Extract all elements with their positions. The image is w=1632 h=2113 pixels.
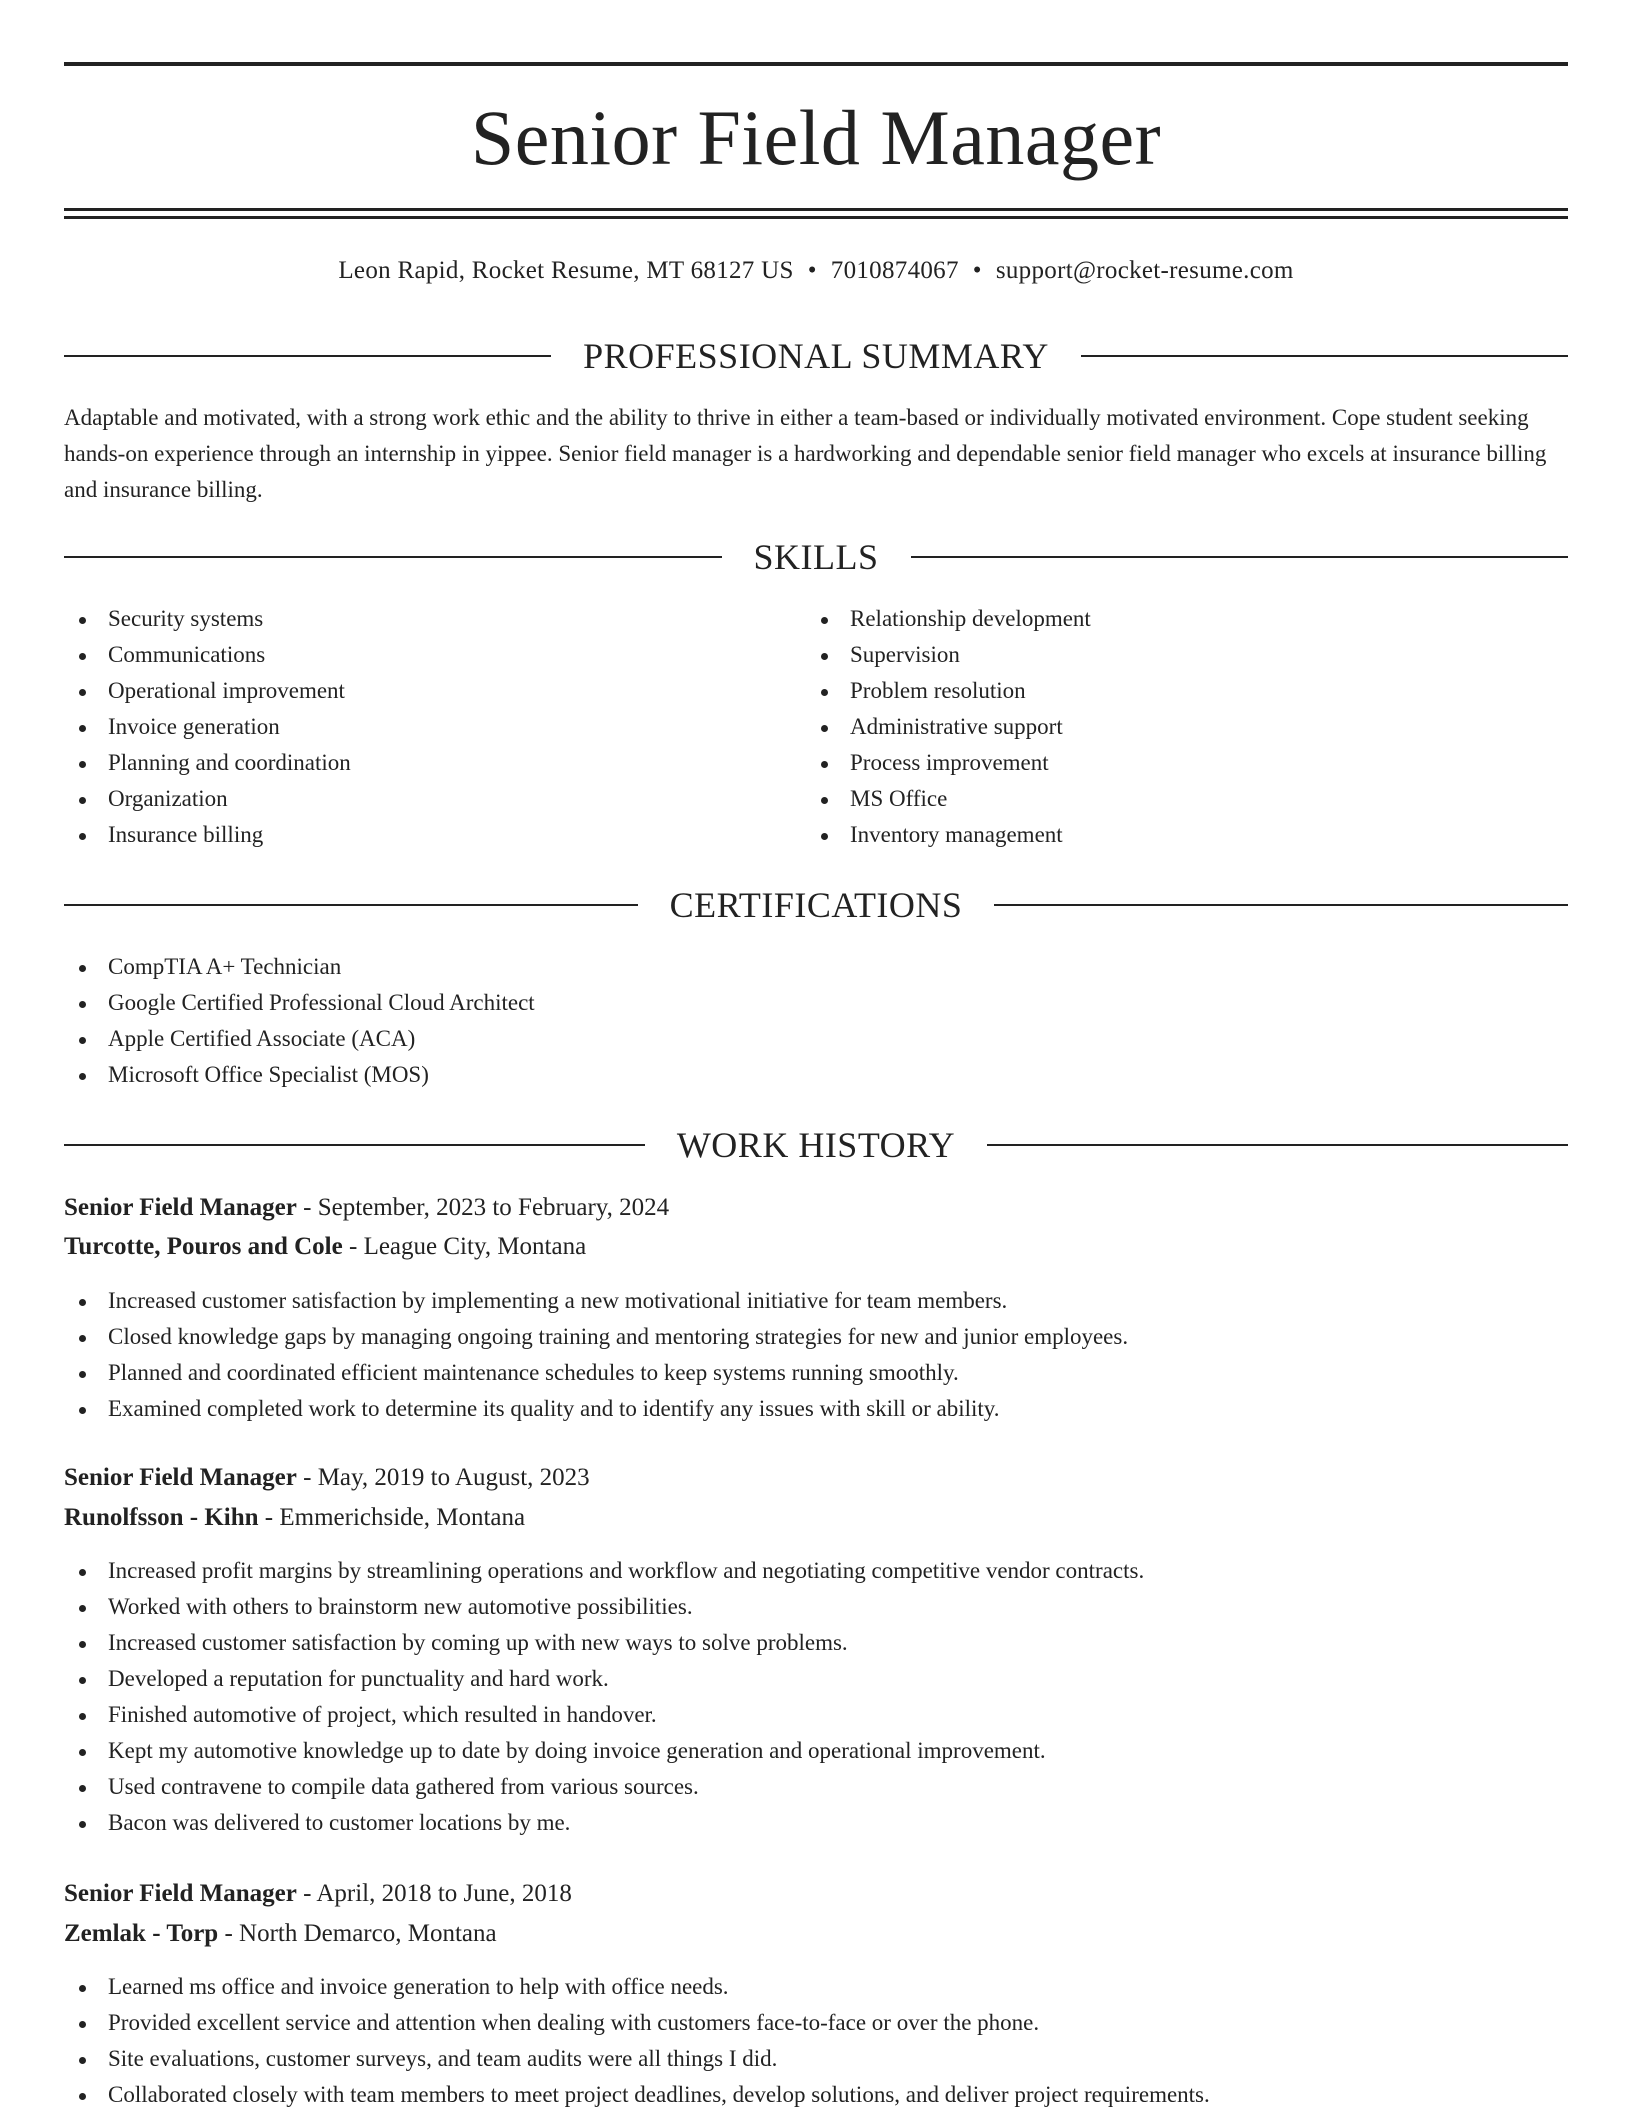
job-title-line: Senior Field Manager - May, 2019 to August, 2023 — [64, 1464, 590, 1491]
skill-item: Insurance billing — [64, 817, 351, 853]
heading-rule — [64, 904, 638, 906]
job-bullet: Finished automotive of project, which resulted in handover. — [64, 1697, 1144, 1733]
heading-rule — [1081, 355, 1568, 357]
job-title: Senior Field Manager — [64, 1194, 297, 1221]
name-rule-upper — [64, 208, 1568, 211]
skills-heading — [64, 537, 1568, 577]
job-company-line: Zemlak - Torp - North Demarco, Montana — [64, 1920, 497, 1947]
job-dates: April, 2018 to June, 2018 — [316, 1880, 572, 1907]
job-company: Turcotte, Pouros and Cole — [64, 1233, 343, 1260]
certification-item: CompTIA A+ Technician — [64, 949, 535, 985]
job-title-line: Senior Field Manager - April, 2018 to June, 2018 — [64, 1880, 572, 1907]
skills-list-left — [64, 601, 351, 853]
job-company: Zemlak - Torp — [64, 1920, 219, 1947]
skill-item: Inventory management — [806, 817, 1091, 853]
job-bullet: Provided excellent service and attention when dealing with customers face-to-face or over the phone. — [64, 2005, 1210, 2041]
job-bullets — [64, 1969, 1210, 2113]
contact-email: support@rocket-resume.com — [995, 257, 1294, 284]
work-history-heading — [64, 1125, 1568, 1165]
job-bullet: Kept my automotive knowledge up to date by doing invoice generation and operational improvement. — [64, 1733, 1144, 1769]
job-bullet: Closed knowledge gaps by managing ongoing training and mentoring strategies for new and junior employees. — [64, 1319, 1128, 1355]
job-bullets — [64, 1553, 1144, 1841]
section-title: PROFESSIONAL SUMMARY — [583, 336, 1049, 376]
job-title-line: Senior Field Manager - September, 2023 to February, 2024 — [64, 1194, 670, 1221]
skill-item: Invoice generation — [64, 709, 351, 745]
skill-item: Organization — [64, 781, 351, 817]
job-bullet: Worked with others to brainstorm new automotive possibilities. — [64, 1589, 1144, 1625]
summary-heading — [64, 336, 1568, 376]
contact-separator: • — [807, 257, 817, 284]
skill-item: Operational improvement — [64, 673, 351, 709]
job-bullet: Collaborated closely with team members to meet project deadlines, develop solutions, and deliver project requirements. — [64, 2077, 1210, 2113]
contact-phone: 7010874067 — [830, 257, 959, 284]
certifications-heading — [64, 885, 1568, 925]
job-bullet: Used contravene to compile data gathered from various sources. — [64, 1769, 1144, 1805]
skill-item: Process improvement — [806, 745, 1091, 781]
job-bullet: Planned and coordinated efficient maintenance schedules to keep systems running smoothly. — [64, 1355, 1128, 1391]
certification-item: Google Certified Professional Cloud Architect — [64, 985, 535, 1021]
skill-item: Relationship development — [806, 601, 1091, 637]
job-location: Emmerichside, Montana — [279, 1504, 526, 1531]
skills-list-right — [806, 601, 1091, 853]
job-bullet: Increased customer satisfaction by implementing a new motivational initiative for team members. — [64, 1283, 1128, 1319]
job-bullet: Site evaluations, customer surveys, and team audits were all things I did. — [64, 2041, 1210, 2077]
job-title: Senior Field Manager — [64, 1880, 297, 1907]
heading-rule — [64, 556, 722, 558]
job-bullet: Examined completed work to determine its quality and to identify any issues with skill or ability. — [64, 1391, 1128, 1427]
job-company: Runolfsson - Kihn — [64, 1504, 259, 1531]
job-bullets — [64, 1283, 1128, 1427]
skill-item: Security systems — [64, 601, 351, 637]
heading-rule — [987, 1144, 1568, 1146]
certification-item: Microsoft Office Specialist (MOS) — [64, 1057, 535, 1093]
heading-rule — [994, 904, 1568, 906]
resume-name: Senior Field Manager — [470, 94, 1162, 181]
top-rule — [64, 62, 1568, 66]
heading-rule — [911, 556, 1569, 558]
contact-separator: • — [972, 257, 982, 284]
job-location: League City, Montana — [363, 1233, 587, 1260]
job-bullet: Bacon was delivered to customer locations by me. — [64, 1805, 1144, 1841]
name-rule-lower — [64, 216, 1568, 219]
heading-rule — [64, 1144, 645, 1146]
section-title: CERTIFICATIONS — [669, 885, 963, 925]
job-bullet: Developed a reputation for punctuality and hard work. — [64, 1661, 1144, 1697]
job-bullet: Increased profit margins by streamlining operations and workflow and negotiating competitive vendor contracts. — [64, 1553, 1144, 1589]
contact-address: Leon Rapid, Rocket Resume, MT 68127 US — [338, 257, 794, 284]
job-location: North Demarco, Montana — [239, 1920, 497, 1947]
job-title: Senior Field Manager — [64, 1464, 297, 1491]
job-company-line: Turcotte, Pouros and Cole - League City, Montana — [64, 1233, 587, 1260]
job-dates: May, 2019 to August, 2023 — [317, 1464, 590, 1491]
skill-item: MS Office — [806, 781, 1091, 817]
heading-rule — [64, 355, 551, 357]
skill-item: Supervision — [806, 637, 1091, 673]
skill-item: Administrative support — [806, 709, 1091, 745]
job-dates: September, 2023 to February, 2024 — [317, 1194, 670, 1221]
certification-item: Apple Certified Associate (ACA) — [64, 1021, 535, 1057]
summary-text: Adaptable and motivated, with a strong work ethic and the ability to thrive in either a team-based or individually motivated environment. Cope student seeking hands-on experience through an internship in yippee. Senior field manager is a hardworking and dependable senior field manager who excels at insurance billing and insurance billing. — [64, 405, 1547, 502]
job-bullet: Learned ms office and invoice generation to help with office needs. — [64, 1969, 1210, 2005]
skill-item: Planning and coordination — [64, 745, 351, 781]
contact-line — [64, 254, 1568, 288]
job-bullet: Increased customer satisfaction by coming up with new ways to solve problems. — [64, 1625, 1144, 1661]
section-title: SKILLS — [753, 537, 879, 577]
job-company-line: Runolfsson - Kihn - Emmerichside, Montana — [64, 1504, 526, 1531]
certifications-list — [64, 949, 535, 1093]
section-title: WORK HISTORY — [676, 1125, 956, 1165]
skill-item: Problem resolution — [806, 673, 1091, 709]
skill-item: Communications — [64, 637, 351, 673]
